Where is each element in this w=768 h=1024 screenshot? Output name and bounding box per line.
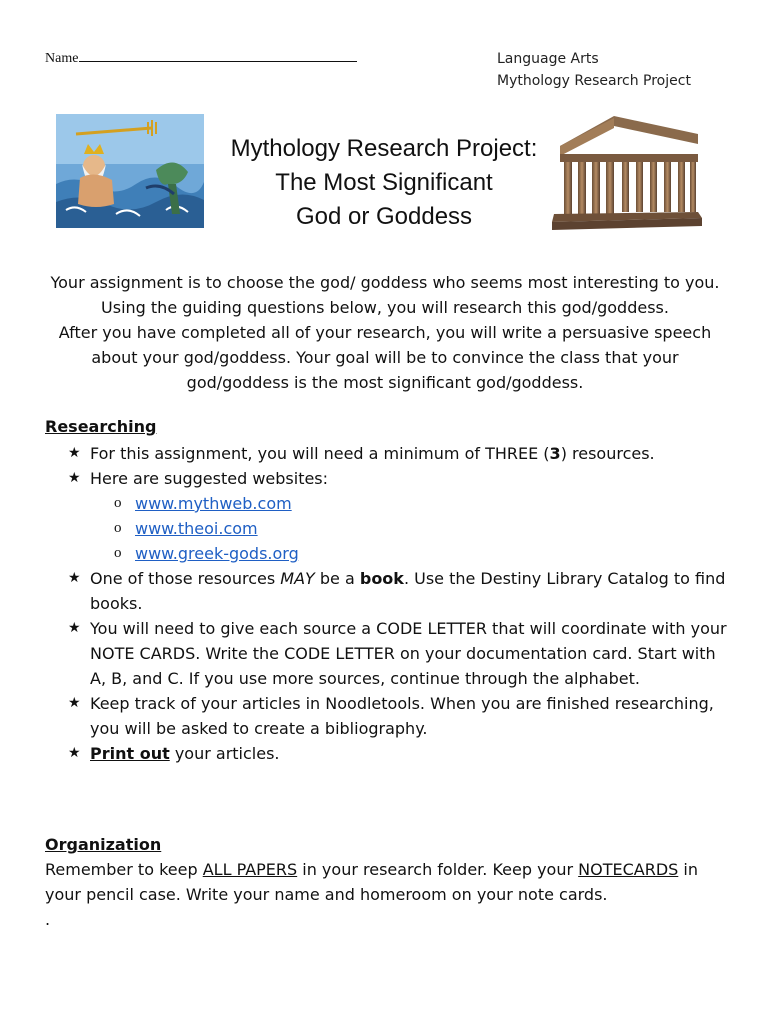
star-bullet-icon: ★ <box>68 695 81 711</box>
website-item <box>90 541 735 566</box>
list-item: ★ One of those resources MAY be a book. Use the Destiny Library Catalog to find books. <box>45 566 735 616</box>
name-blank-line <box>79 49 357 62</box>
document-title <box>212 132 556 234</box>
intro-line: After you have completed all of your research, you will write a persuasive speech <box>58 323 712 342</box>
list-item: ★ Keep track of your articles in Noodletools. When you are finished researching, you will be asked to create a bibliography. <box>45 691 735 741</box>
list-item: ★ Print out your articles. <box>45 741 735 766</box>
project-name: Mythology Research Project <box>497 73 691 89</box>
circle-bullet-icon: o <box>114 495 122 511</box>
star-bullet-icon: ★ <box>68 445 81 461</box>
name-label: Name <box>45 51 79 66</box>
list-item: ★ Here are suggested websites: o www.mythweb.com o www.theoi.com o www.greek-gods.org <box>45 466 735 566</box>
title-line-1: Mythology Research Project: <box>230 135 538 162</box>
poseidon-illustration <box>56 114 204 228</box>
circle-bullet-icon: o <box>114 520 122 536</box>
resource-count: 3 <box>549 444 561 463</box>
researching-list <box>45 441 735 766</box>
intro-line: Using the guiding questions below, you will research this god/goddess. <box>101 298 669 317</box>
list-item: ★ For this assignment, you will need a minimum of THREE (3) resources. <box>45 441 735 466</box>
circle-bullet-icon: o <box>114 545 122 561</box>
course-name: Language Arts <box>497 51 599 67</box>
title-line-3: God or Goddess <box>295 203 473 230</box>
trailing-period: . <box>45 910 51 929</box>
star-bullet-icon: ★ <box>68 470 81 486</box>
researching-heading: Researching <box>45 417 157 436</box>
assignment-intro <box>40 270 730 395</box>
list-item: ★ You will need to give each source a CODE LETTER that will coordinate with your NOTE CARDS. Write the CODE LETTER on your documentation card. Start with A, B, and C. If you use more sources, continue through the alphabet. <box>45 616 735 691</box>
course-header <box>497 48 691 92</box>
star-bullet-icon: ★ <box>68 745 81 761</box>
link-greek-gods[interactable]: www.greek-gods.org <box>135 544 299 563</box>
website-list <box>90 491 735 566</box>
title-line-2: The Most Significant <box>275 169 493 196</box>
website-item <box>90 516 735 541</box>
star-bullet-icon: ★ <box>68 620 81 636</box>
star-bullet-icon: ★ <box>68 570 81 586</box>
intro-line: god/goddess is the most significant god/goddess. <box>186 373 584 392</box>
link-mythweb[interactable]: www.mythweb.com <box>135 494 292 513</box>
organization-text: Remember to keep ALL PAPERS in your research folder. Keep your NOTECARDS in your pencil case. Write your name and homeroom on your note cards. <box>45 860 698 904</box>
name-field <box>45 49 357 67</box>
greek-temple-illustration <box>552 112 702 234</box>
link-theoi[interactable]: www.theoi.com <box>135 519 258 538</box>
intro-line: about your god/goddess. Your goal will be to convince the class that your <box>91 348 679 367</box>
website-item <box>90 491 735 516</box>
organization-heading: Organization <box>45 835 162 854</box>
intro-line: Your assignment is to choose the god/ goddess who seems most interesting to you. <box>50 273 720 292</box>
